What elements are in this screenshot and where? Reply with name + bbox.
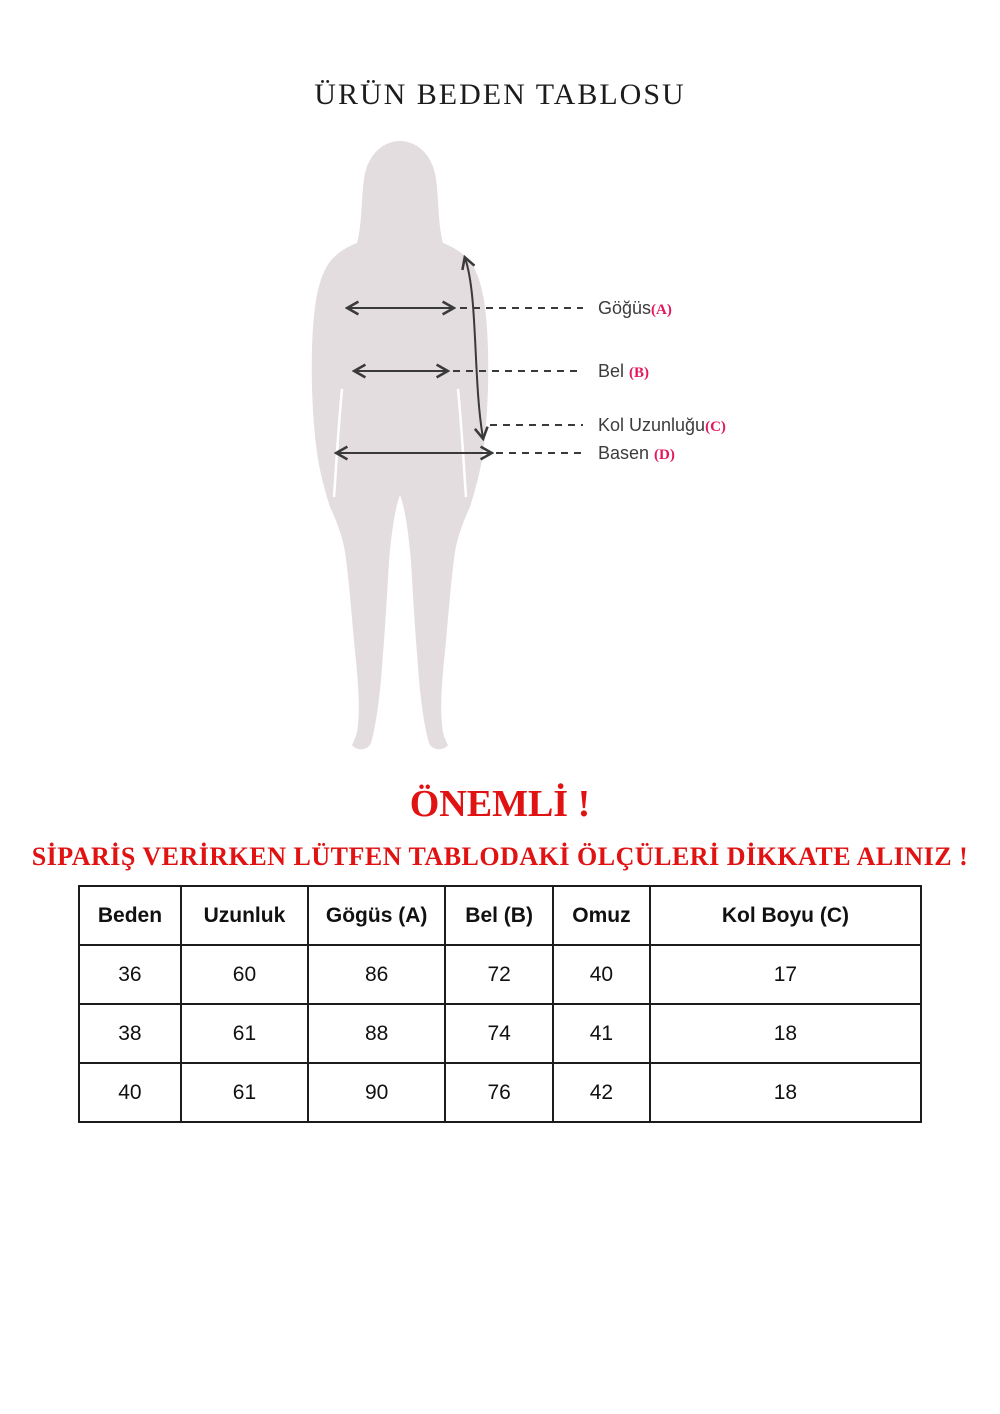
- column-header-beden: Beden: [79, 886, 181, 945]
- label-chest-text: Göğüs: [598, 298, 652, 318]
- table-cell: 86: [308, 945, 445, 1004]
- table-cell: 61: [181, 1004, 308, 1063]
- label-waist-code: (B): [629, 365, 650, 381]
- table-cell: 40: [553, 945, 650, 1004]
- table-cell: 88: [308, 1004, 445, 1063]
- table-cell: 90: [308, 1063, 445, 1122]
- table-cell: 18: [650, 1004, 921, 1063]
- table-cell: 61: [181, 1063, 308, 1122]
- label-hip-text: Basen: [598, 443, 655, 463]
- table-cell: 42: [553, 1063, 650, 1122]
- table-row-size-40: [79, 1063, 921, 1122]
- measurement-figure-svg: [280, 135, 760, 765]
- table-cell: 36: [79, 945, 181, 1004]
- table-cell: 41: [553, 1004, 650, 1063]
- table-cell: 17: [650, 945, 921, 1004]
- female-body-silhouette: [312, 141, 489, 749]
- label-chest-code: (A): [651, 302, 672, 318]
- size-table-header-row: [79, 886, 921, 945]
- size-table: [78, 885, 922, 1123]
- label-arm-length-code: (C): [705, 419, 726, 435]
- column-header-kol-boyu: Kol Boyu (C): [650, 886, 921, 945]
- table-row-size-36: [79, 945, 921, 1004]
- table-cell: 72: [445, 945, 553, 1004]
- column-header-bel: Bel (B): [445, 886, 553, 945]
- label-hip: [598, 443, 675, 465]
- label-waist: [598, 361, 649, 383]
- table-row-size-38: [79, 1004, 921, 1063]
- column-header-uzunluk: Uzunluk: [181, 886, 308, 945]
- column-header-omuz: Omuz: [553, 886, 650, 945]
- label-arm-length-text: Kol Uzunluğu: [598, 415, 706, 435]
- label-arm-length: [598, 415, 726, 437]
- warning-message: SİPARİŞ VERİRKEN LÜTFEN TABLODAKİ ÖLÇÜLERİ DİKKATE ALINIZ !: [31, 842, 969, 871]
- label-waist-text: Bel: [598, 361, 630, 381]
- table-cell: 74: [445, 1004, 553, 1063]
- body-measurement-diagram: [280, 135, 760, 765]
- column-header-gogus: Gögüs (A): [308, 886, 445, 945]
- label-chest: [598, 298, 672, 320]
- table-cell: 38: [79, 1004, 181, 1063]
- table-cell: 60: [181, 945, 308, 1004]
- table-cell: 76: [445, 1063, 553, 1122]
- table-cell: 40: [79, 1063, 181, 1122]
- table-cell: 18: [650, 1063, 921, 1122]
- page-title: ÜRÜN BEDEN TABLOSU: [314, 78, 686, 111]
- important-heading: ÖNEMLİ !: [409, 783, 591, 825]
- label-hip-code: (D): [654, 447, 675, 463]
